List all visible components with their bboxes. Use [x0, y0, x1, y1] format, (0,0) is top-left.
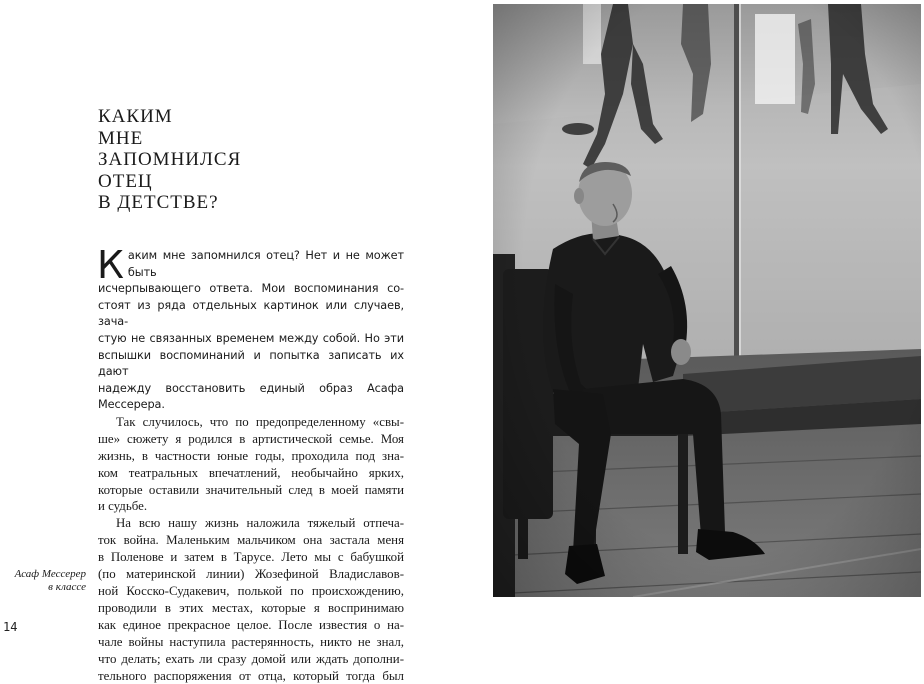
photo-illustration — [493, 4, 921, 597]
text-line: вспышки воспоминаний и попытка записать их дают — [98, 348, 404, 379]
photograph — [493, 4, 921, 597]
text-line: (по материнской линии) Жозефиной Владиславов- — [98, 567, 404, 582]
photo-caption — [0, 568, 86, 594]
text-line: ной Косско-Судакевич, полькой по происхождению, — [98, 584, 404, 598]
drop-cap: К — [97, 243, 124, 287]
text-line: тельного распоряжения от отца, который тогда был — [98, 668, 404, 683]
caption-line: в классе — [48, 581, 86, 593]
text-line: стую не связанных временем между собой. Но эти — [98, 331, 404, 345]
text-line: стоят из ряда отдельных картинок или случаев, зача- — [98, 298, 404, 329]
caption-line: Асаф Мессерер — [14, 568, 86, 580]
text-line: проводили в этих местах, которые я воспринимаю — [98, 600, 404, 615]
text-line: аким мне запомнился отец? Нет и не может быть — [127, 249, 404, 279]
text-line: ше» сюжету я родился в артистической семье. Моя — [98, 431, 404, 446]
title-line: КАКИМ — [98, 106, 173, 127]
title-line: ЗАПОМНИЛСЯ — [98, 149, 242, 170]
text-line: которые оставили значительный след в моей памяти — [98, 482, 404, 497]
text-line: чале войны наступила растерянность, никто не знал, — [98, 634, 404, 649]
title-line: ОТЕЦ — [98, 170, 153, 192]
paragraph-3 — [98, 515, 404, 684]
article-body — [97, 243, 404, 684]
text-line: исчерпывающего ответа. Мои воспоминания со- — [98, 282, 404, 296]
text-line: как единое прекрасное целое. После известия о на- — [98, 617, 404, 632]
text-line: надежду восстановить единый образ Асафа Мессерера. — [98, 381, 404, 412]
text-line: что делать; ехать ли сразу домой или ждать дополни- — [98, 651, 404, 666]
title-line: МНЕ — [98, 127, 144, 149]
page-number: 14 — [3, 620, 18, 634]
chapter-title — [98, 106, 241, 214]
text-line: ток война. Маленьким мальчиком она застала меня — [98, 533, 404, 548]
text-line: жизнь, в частности юные годы, проходила под зна- — [98, 448, 404, 463]
text-line: и судьбе. — [98, 499, 148, 514]
paragraph-1 — [97, 243, 404, 414]
text-line: На всю нашу жизнь наложила тяжелый отпеча- — [116, 516, 404, 531]
title-line: В ДЕТСТВЕ? — [98, 192, 219, 213]
text-line: в Поленове и затем в Тарусе. Лето мы с бабушкой — [98, 550, 404, 565]
paragraph-2 — [98, 414, 404, 515]
text-line: ком театральных впечатлений, необычайно ярких, — [98, 465, 404, 480]
text-line: Так случилось, что по предопределенному «свы- — [116, 414, 404, 429]
